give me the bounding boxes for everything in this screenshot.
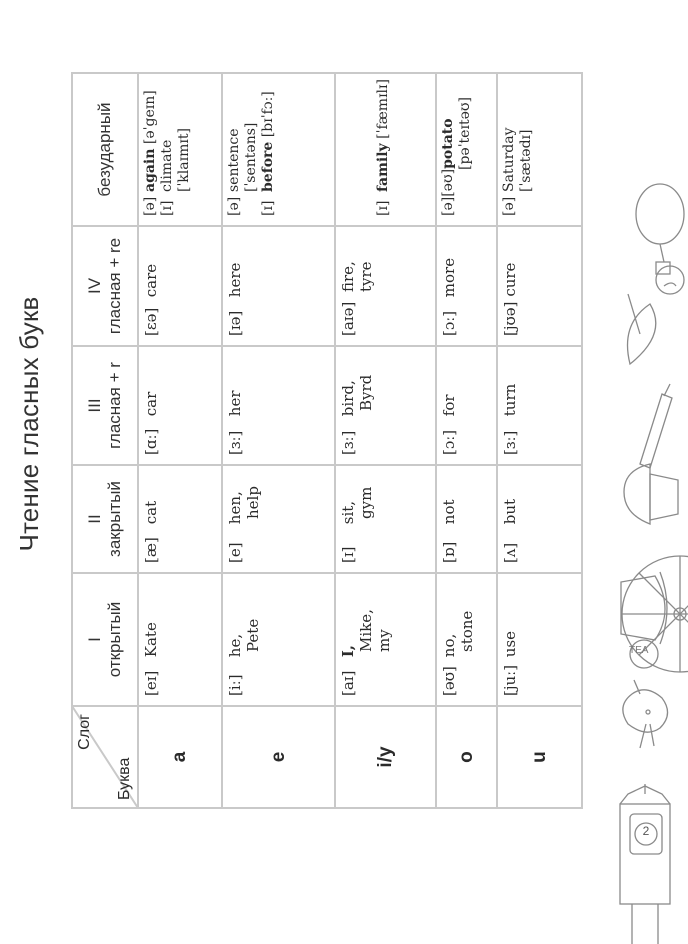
word: for	[440, 394, 458, 417]
phoneme: [aɪə]	[339, 301, 357, 336]
corner-bottom-label: Буква	[116, 757, 133, 800]
tea-label: TEA	[629, 645, 649, 656]
phoneme: [ɜː]	[339, 430, 357, 455]
transcription: [bɪˈfɔː]	[260, 91, 276, 142]
umbrella-icon	[628, 294, 656, 364]
word: my	[375, 629, 393, 652]
word: cure	[501, 262, 519, 297]
phoneme: [jʊə]	[501, 301, 519, 336]
word: Mike,	[357, 609, 375, 652]
page-title: Чтение гласных букв	[14, 296, 44, 552]
word: I,	[339, 644, 357, 658]
phoneme: [ɪ]	[375, 200, 391, 216]
phoneme: [ɪ]	[260, 200, 276, 216]
phoneme: [ə][əʊ]	[440, 168, 456, 216]
row-letter-e: e	[267, 751, 289, 763]
col-num: I	[85, 637, 104, 642]
transcription: [ˈklaɪmɪt]	[176, 128, 192, 192]
col-name: гласная + re	[105, 237, 124, 335]
word: gym	[357, 486, 375, 519]
hot-air-balloon-icon	[636, 184, 684, 274]
phoneme: [ɪə]	[226, 310, 244, 336]
word: stone	[458, 610, 476, 652]
word: help	[244, 486, 262, 519]
word: but	[501, 498, 519, 525]
phoneme: [ɑː]	[142, 428, 160, 455]
word: no,	[440, 633, 458, 658]
word: her	[226, 390, 244, 417]
phoneme: [ɪ]	[339, 546, 357, 563]
phoneme: [ə]	[142, 196, 158, 216]
big-ben-icon	[620, 784, 670, 944]
word: again	[142, 148, 158, 192]
phoneme: [ɜː]	[501, 430, 519, 455]
word: family	[375, 143, 391, 192]
col-num: III	[85, 398, 104, 413]
phoneme: [æ]	[142, 537, 160, 563]
phoneme: [ɪ]	[159, 200, 175, 216]
phoneme: [ɛə]	[142, 307, 160, 336]
col-name: закрытый	[105, 481, 124, 557]
col-num: II	[85, 514, 104, 524]
col-name: безударный	[95, 102, 114, 197]
word: here	[226, 262, 244, 298]
transcription: [əˈgeɪn]	[142, 90, 158, 149]
phoneme: [iː]	[226, 674, 244, 696]
col-num: IV	[85, 277, 104, 295]
phoneme: [ʌ]	[501, 542, 519, 563]
word: fire,	[339, 261, 357, 292]
phoneme: [ɒ]	[440, 541, 458, 563]
cupcake-icon	[624, 464, 678, 524]
phoneme: [ə]	[226, 196, 242, 216]
row-letter-iy: i/y	[374, 746, 396, 768]
row-letter-a: a	[169, 751, 190, 763]
parrot-icon	[623, 680, 668, 748]
word: he,	[226, 633, 244, 658]
big-ben-badge: 2	[642, 824, 650, 838]
word: use	[501, 630, 519, 658]
phoneme: [juː]	[501, 664, 519, 696]
word: Kate	[142, 622, 160, 658]
row-letter-u: u	[528, 751, 550, 763]
transcription: [pəˈteɪtəʊ]	[457, 96, 473, 170]
word: sit,	[339, 500, 357, 525]
phoneme: [ɔː]	[440, 310, 458, 336]
word: cat	[142, 500, 160, 525]
transcription: [ˈsætədɪ]	[518, 129, 534, 192]
phoneme: [eɪ]	[142, 670, 160, 696]
word: not	[440, 499, 458, 525]
word: Pete	[244, 618, 262, 652]
corner-top-label: Слог	[76, 714, 93, 750]
word: care	[142, 263, 160, 298]
col-name: гласная + r	[105, 362, 124, 449]
word: turn	[501, 383, 519, 417]
word: Byrd	[357, 374, 375, 411]
word: more	[440, 257, 458, 298]
word: Saturday	[501, 127, 517, 192]
word: climate	[159, 139, 175, 192]
phoneme: [ɜː]	[226, 430, 244, 455]
word: before	[260, 141, 276, 192]
phoneme: [ɔː]	[440, 429, 458, 455]
word: hen,	[226, 491, 244, 525]
transcription: [ˈsentəns]	[243, 122, 259, 192]
word: tyre	[357, 261, 375, 292]
word: sentence	[226, 128, 242, 192]
col-name: открытый	[105, 601, 124, 678]
phoneme: [e]	[226, 542, 244, 563]
phoneme: [ə]	[501, 196, 517, 216]
pen-icon	[640, 384, 672, 468]
phoneme: [aɪ]	[339, 670, 357, 696]
phoneme: [əʊ]	[440, 666, 458, 696]
transcription: [ˈfæmɪlɪ]	[375, 79, 391, 144]
row-letter-o: o	[455, 751, 477, 763]
word: car	[142, 391, 160, 417]
word: bird,	[339, 380, 357, 417]
word: potato	[440, 118, 456, 169]
